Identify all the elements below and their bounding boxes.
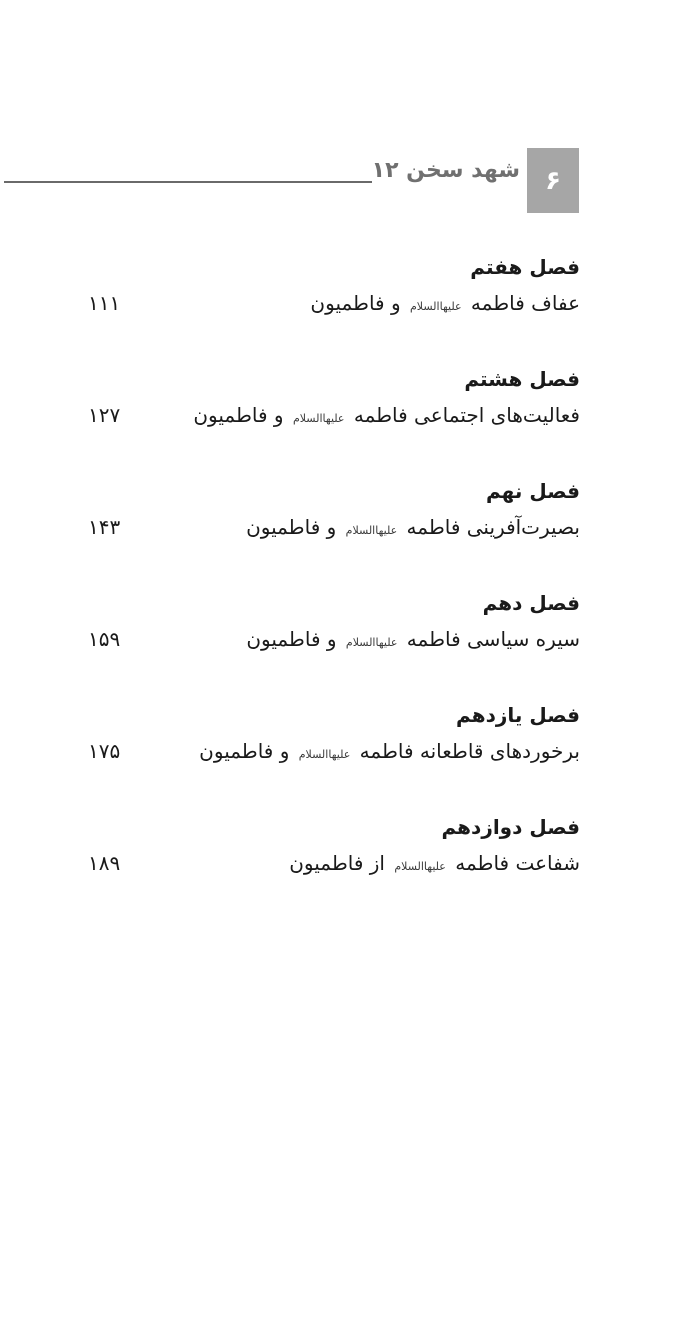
chapter-heading: فصل یازدهم [456, 703, 580, 727]
honorific-mark: علیهاالسلام [298, 748, 351, 761]
page-number-box [527, 148, 579, 213]
chapter-heading: فصل دهم [482, 591, 580, 615]
header-rule [4, 181, 372, 183]
chapter-heading: فصل هفتم [470, 255, 580, 279]
toc-entry-chapter-7 [80, 254, 580, 324]
chapter-title [199, 738, 580, 768]
chapter-title-text: و فاطمیون [310, 291, 401, 315]
chapter-heading: فصل نهم [485, 479, 580, 503]
page-reference: ۱۱۱ [88, 291, 121, 315]
page-reference: ۱۲۷ [88, 403, 121, 427]
running-title: شهد سخن ۱۲ [371, 158, 520, 183]
chapter-title-text: شفاعت فاطمه [455, 851, 580, 875]
chapter-title [193, 402, 580, 432]
chapter-title-text: و فاطمیون [246, 515, 337, 539]
toc-entry-chapter-12 [80, 814, 580, 884]
page-reference: ۱۵۹ [88, 627, 121, 651]
chapter-title [246, 626, 580, 656]
toc-entry-chapter-9 [80, 478, 580, 548]
toc-entry-chapter-10 [80, 590, 580, 660]
chapter-title-text: و فاطمیون [193, 403, 284, 427]
chapter-title-text: و فاطمیون [246, 627, 337, 651]
chapter-title [246, 514, 580, 544]
toc-entry-chapter-8 [80, 366, 580, 436]
honorific-mark: علیهاالسلام [394, 860, 446, 873]
page-reference: ۱۸۹ [88, 851, 121, 875]
page-number: ۶ [545, 165, 561, 196]
chapter-title-text: و فاطمیون [199, 739, 290, 763]
chapter-title-text: عفاف فاطمه [470, 291, 580, 315]
chapter-title-text: فعالیت‌های اجتماعی فاطمه [353, 403, 580, 427]
honorific-mark: علیهاالسلام [345, 524, 398, 537]
chapter-title-text: برخوردهای قاطعانه فاطمه [359, 739, 580, 763]
chapter-title-text: از فاطمیون [289, 851, 385, 875]
page-reference: ۱۷۵ [88, 739, 121, 763]
chapter-heading: فصل دوازدهم [441, 815, 580, 839]
honorific-mark: علیهاالسلام [345, 636, 398, 649]
page-reference: ۱۴۳ [88, 515, 121, 539]
chapter-title-text: بصیرت‌آفرینی فاطمه [406, 515, 580, 539]
honorific-mark: علیهاالسلام [292, 412, 345, 425]
chapter-title [310, 290, 580, 320]
chapter-heading: فصل هشتم [464, 367, 580, 391]
honorific-mark: علیهاالسلام [410, 300, 462, 313]
chapter-title-text: سیره سیاسی فاطمه [406, 627, 580, 651]
chapter-title [289, 850, 580, 880]
toc-entry-chapter-11 [80, 702, 580, 772]
